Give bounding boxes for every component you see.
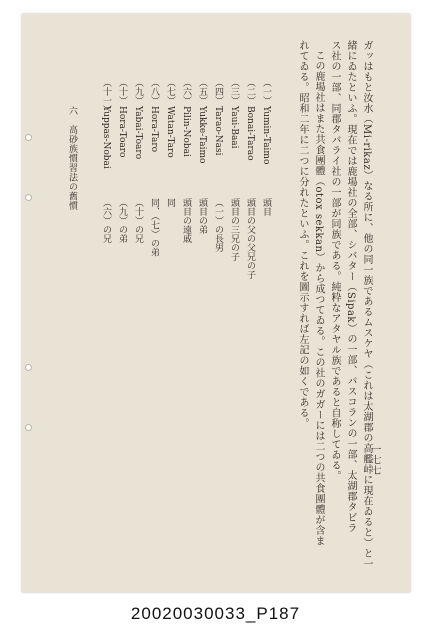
running-header: 六 高砂族慣習法の舊慣 [67,106,77,211]
member-row [212,78,225,308]
member-name: Yuppas-Nobai [101,106,111,169]
member-name: Pilin-Nobai [181,106,191,157]
member-number: （五） [197,78,207,105]
member-relation: （十）の兄 [133,198,143,243]
member-row [244,78,257,308]
member-relation: 頭目の父の父兄の子 [245,198,255,279]
member-relation: 頭目の弟 [197,198,207,234]
member-number: （八） [149,78,159,105]
member-number: （十） [117,78,127,105]
member-relation: （六）の兄 [101,198,111,243]
member-row [132,78,145,308]
member-relation: 頭目の三兄の子 [229,198,239,261]
binding-hole [25,194,32,201]
member-relation: 頭目 [261,198,271,216]
page-number: 一七七 [369,444,380,476]
member-row [116,78,129,308]
member-number: （六） [181,78,191,105]
member-relation: （九）の弟 [117,198,127,243]
paragraph-line: ガッはもと汝水（Mi-rikaz）なる所に、他の同一族であるムスケヤ（これは太湖郡の高艦峠に現在ゐると）と一 [361,40,372,570]
member-relation: 同 [165,198,175,207]
member-name: Hora-Taro [149,106,159,153]
member-relation: 同、（七）の弟 [149,198,159,257]
member-row [260,78,273,308]
paragraph-line: 緒にゐたといふ。現在では鹿場社の全部、シバター（Sipak）の一部、バスコランの一部、太湖郡タビラ [345,40,356,533]
member-row [164,78,177,308]
member-name: Watan-Taro [165,106,175,158]
paragraph-line: この鹿場社はまた共食團體（otox sekkan）から成つてゐる。この社のガガーには二つの共食團體が含ま [313,50,324,547]
member-row [180,78,193,308]
paragraph-line: れてゐる。昭和二年に二つに分れたといふ。これを圖示すれば左記の如くである。 [297,40,308,429]
binding-hole [25,364,32,371]
member-row [100,78,113,308]
member-relation: 頭目の遠戚 [181,198,191,243]
member-row [228,78,241,308]
member-name: Tarao-Nasi [213,106,223,156]
member-name: Yumin-Taimo [261,106,271,165]
member-name: Bonai-Tarao [245,106,255,161]
member-number: （四） [213,78,223,105]
binding-hole [25,424,32,431]
member-number: （二） [245,78,255,105]
member-number: （九） [133,78,143,105]
member-row [196,78,209,308]
member-number: （三） [229,78,239,105]
member-name: Yaui-Baai [229,106,239,149]
member-name: Yukke-Taimo [197,106,207,164]
member-row [148,78,161,308]
document-page [22,14,410,592]
binding-hole [25,134,32,141]
member-number: （十一） [101,78,111,114]
image-caption: 20020030033_P187 [130,604,301,623]
member-name: Yabai-Toaro [133,106,143,160]
member-number: （七） [165,78,175,105]
paragraph-line: ス社の一部、同郡タバライ社の一部が同族である。純粋なアタヤル族であると自称してゐる。 [329,40,340,481]
member-name: Hora-Toaro [117,106,127,158]
member-number: （一） [261,78,271,105]
member-relation: （一）の長男 [213,198,223,252]
